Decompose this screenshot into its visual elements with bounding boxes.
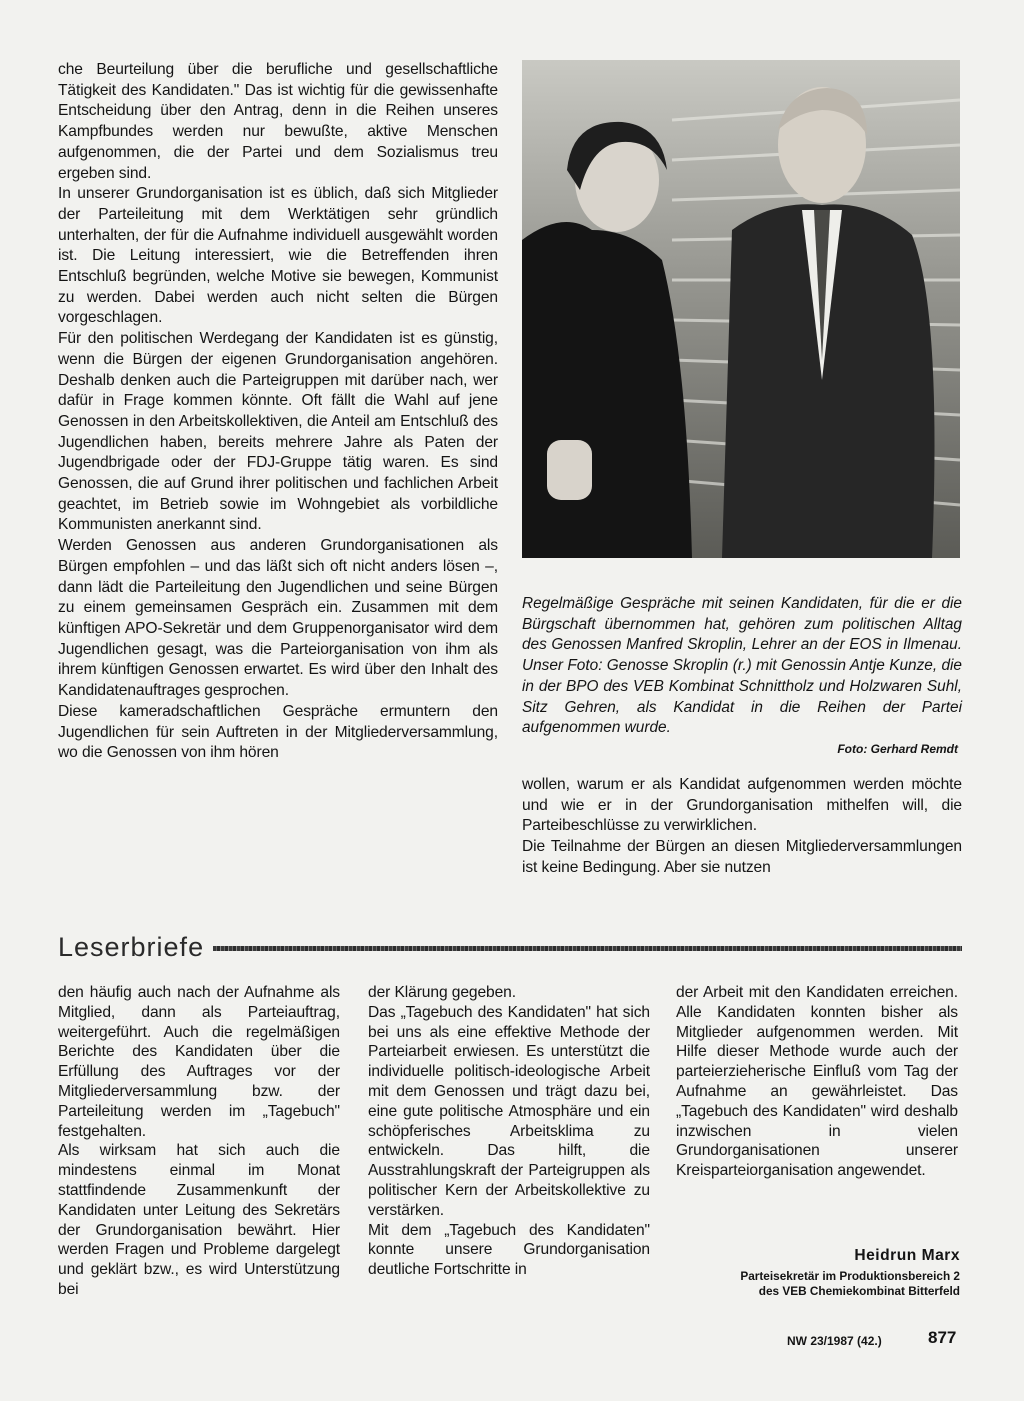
letter-column-3	[676, 983, 958, 1181]
article-paragraph: che Beurteilung über die berufliche und gesellschaftliche Tätigkeit des Kandidaten." Das ist wichtig für die gewissenhafte Entscheidung über den Antrag, denn in die Reihen unseres Kampfbundes werden nur bewußte, aktive Menschen aufgenommen, die der Partei und dem Sozialismus treu ergeben sind.	[58, 61, 498, 182]
photo-illustration	[522, 60, 960, 558]
letter-column-2	[368, 983, 650, 1280]
author-name: Heidrun Marx	[854, 1247, 960, 1264]
photo-credit: Foto: Gerhard Remdt	[837, 742, 958, 756]
letter-paragraph: der Arbeit mit den Kandidaten erreichen. Alle Kandidaten konnten bisher als Mitglieder aufgenommen werden. Mit Hilfe dieser Methode wurde auch der parteierzieherische Einfluß vom Tag der Aufnahme an gewährleistet. Das „Tagebuch des Kandidaten" wird deshalb inzwischen in vielen Grundorganisationen unserer Kreisparteiorganisation angewendet.	[676, 984, 958, 1180]
article-left-column	[58, 60, 498, 764]
article-paragraph: In unserer Grundorganisation ist es üblich, daß sich Mitglieder der Parteileitung mit dem Werktätigen sehr gründlich unterhalten, der für die Aufnahme individuell ausgewählt worden ist. Die Leitung interessiert, wie die Betreffenden ihren Entschluß begründen, welche Motive sie bewegen, Kommunist zu werden. Dabei werden auch nicht selten die Bürgen vorgeschlagen.	[58, 185, 498, 327]
section-header	[58, 932, 962, 966]
article-paragraph: Für den politischen Werdegang der Kandidaten ist es günstig, wenn die Bürgen der eigenen Grundorganisation angehören. Deshalb denken auch die Parteigruppen mit darüber nach, wer dafür in Frage kommen könnte. Oft fällt die Wahl auf jene Genossen in den Arbeitskollektiven, die Anteil am Entschluß des Jugendlichen haben, bereits mehrere Jahre als Paten der Jugendbrigade oder der FDJ-Gruppe tätig waren. Es sind Genossen, die auf Grund ihrer politischen und fachlichen Arbeit geachtet, im Betrieb sowie im Wohngebiet als vorbildliche Kommunisten anerkannt sind.	[58, 330, 498, 534]
article-photo	[522, 60, 960, 558]
article-paragraph: Die Teilnahme der Bürgen an diesen Mitgliederversammlungen ist keine Bedingung. Aber sie nutzen	[522, 838, 962, 876]
photo-caption	[522, 594, 962, 739]
author-role-line-2: des VEB Chemiekombinat Bitterfeld	[758, 1284, 960, 1298]
page-number: 877	[928, 1328, 957, 1347]
section-title: Leserbriefe	[58, 932, 205, 962]
letter-paragraph: den häufig auch nach der Aufnahme als Mitglied, dann als Parteiauftrag, weitergeführt. Auch die regelmäßigen Berichte des Kandidaten über die Erfüllung des Auftrages vor der Mitgliederversammlung bzw. der Parteileitung werden im „Tagebuch" festgehalten.	[58, 984, 340, 1140]
caption-text: Regelmäßige Gespräche mit seinen Kandidaten, für die er die Bürgschaft übernommen hat, gehören zum politischen Alltag des Genossen Manfred Skroplin, Lehrer an der EOS in Ilmenau. Unser Foto: Genosse Skroplin (r.) mit Genossin Antje Kunze, die in der BPO des VEB Kombinat Schnittholz und Holzwaren Suhl, Sitz Gehren, als Kandidat in die Reihen der Partei aufgenommen wurde.	[522, 595, 962, 737]
letter-column-1	[58, 983, 340, 1300]
letter-signature	[740, 1247, 960, 1299]
author-role-line-1: Parteisekretär im Produktionsbereich 2	[740, 1269, 960, 1283]
letter-paragraph: Als wirksam hat sich auch die mindestens einmal im Monat stattfindende Zusammenkunft der Kandidaten unter Leitung des Sekretärs der Grundorganisation bewährt. Hier werden Fragen und Probleme dargelegt und geklärt bzw., es wird Unterstützung bei	[58, 1142, 340, 1298]
article-paragraph: Diese kameradschaftlichen Gespräche ermuntern den Jugendlichen für sein Auftreten in der Mitgliederversammlung, wo die Genossen von ihm hören	[58, 702, 498, 762]
section-rule	[213, 946, 962, 951]
letter-paragraph: der Klärung gegeben.	[368, 984, 516, 1001]
letter-paragraph: Das „Tagebuch des Kandidaten" hat sich bei uns als eine effektive Methode der Parteiarbeit erwiesen. Es unterstützt die individuelle politisch-ideologische Arbeit mit dem Genossen und trägt dazu bei, eine gute politische Atmosphäre und ein schöpferisches Arbeitsklima zu entwickeln. Das hilft, die Ausstrahlungskraft der Parteigruppen als politischer Kern der Arbeitskollektive zu verstärken.	[368, 1003, 650, 1219]
article-paragraph: Werden Genossen aus anderen Grundorganisationen als Bürgen empfohlen – und das läßt sich oft nicht anders lösen –, dann lädt die Parteileitung den Jugendlichen und seine Bürgen zu einem gemeinsamen Gespräch ein. Zusammen mit dem künftigen APO-Sekretär und dem Gruppenorganisator wird dem Jugendlichen gesagt, was die Parteiorganisation von ihm als ihrem künftigen Genossen erwartet. Es wird über den Inhalt des Kandidatenauftrages gesprochen.	[58, 537, 498, 700]
issue-reference: NW 23/1987 (42.)	[787, 1334, 882, 1348]
article-paragraph: wollen, warum er als Kandidat aufgenommen werden möchte und wie er in der Grundorganisation mithelfen will, die Parteibeschlüsse zu verwirklichen.	[522, 776, 962, 835]
article-right-column	[522, 775, 962, 879]
letter-paragraph: Mit dem „Tagebuch des Kandidaten" konnte unsere Grundorganisation deutliche Fortschritte in	[368, 1221, 650, 1279]
